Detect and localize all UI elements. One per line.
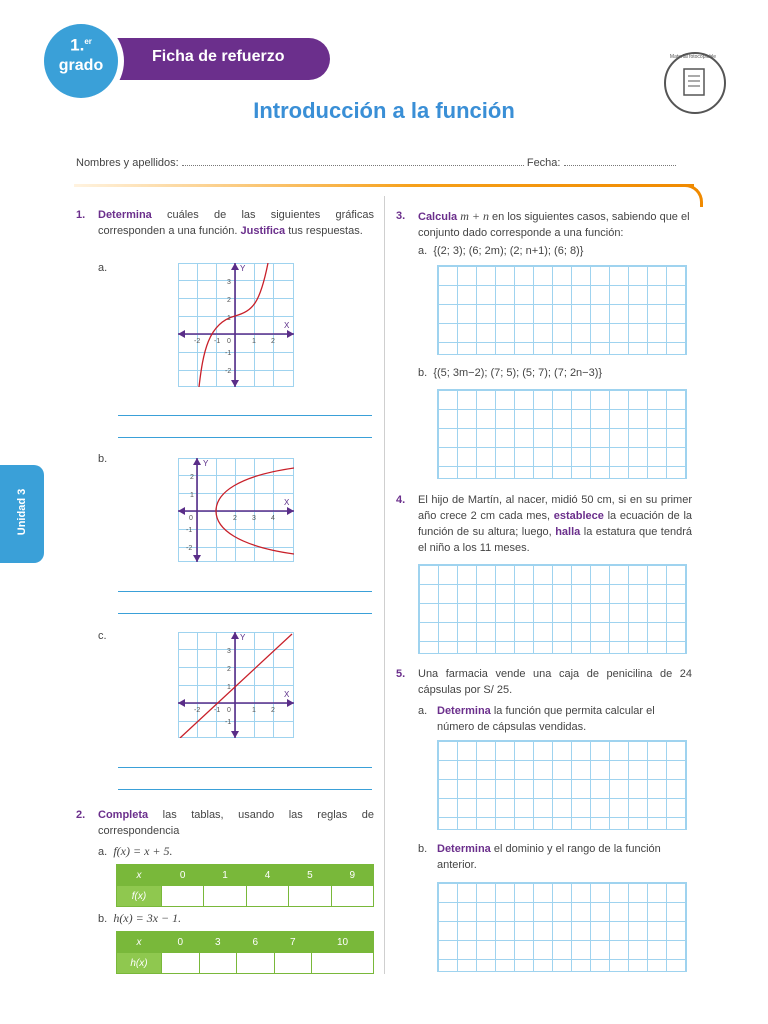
answer-grid[interactable] <box>437 389 687 479</box>
svg-text:4: 4 <box>271 515 275 522</box>
svg-text:2: 2 <box>227 297 231 304</box>
table-cell[interactable] <box>246 886 288 907</box>
axis-y-label: Y <box>240 633 246 642</box>
axis-x-label: X <box>284 690 290 699</box>
axis-x-label: X <box>284 321 290 330</box>
table-cell[interactable] <box>312 953 374 974</box>
q2-b: b. h(x) = 3x − 1. <box>98 911 182 925</box>
svg-text:2: 2 <box>190 474 194 481</box>
answer-line[interactable] <box>118 591 372 592</box>
axis-y-label: Y <box>203 459 209 468</box>
question-3: 3. Calcula m + n en los siguientes casos, sabiendo que el conjunto dado corresponde a una función: <box>396 209 690 239</box>
table-cell[interactable] <box>274 953 312 974</box>
q3-b: b. {(5; 3m−2); (7; 5); (5; 7); (7; 2n−3)} <box>418 367 603 379</box>
table-cell[interactable] <box>289 886 331 907</box>
svg-text:0: 0 <box>227 338 231 345</box>
graph-c <box>178 632 294 738</box>
question-5: 5. Una farmacia vende una caja de penicilina de 24 cápsulas por S/ 25. <box>396 668 692 696</box>
stamp-text: Material fotocopiable <box>669 54 717 60</box>
graph-b <box>178 458 294 562</box>
grade-badge-text: 1.$^{er}$ grado <box>58 35 104 75</box>
svg-text:1: 1 <box>252 338 256 345</box>
table-b: x 0 3 6 7 10 h(x) <box>116 931 374 974</box>
svg-text:-1: -1 <box>225 719 232 726</box>
svg-text:-1: -1 <box>225 350 232 357</box>
answer-line[interactable] <box>118 789 372 790</box>
q2-a: a. f(x) = x + 5. <box>98 844 173 858</box>
date-field[interactable] <box>564 156 676 166</box>
orange-divider <box>74 184 694 187</box>
svg-text:0: 0 <box>227 707 231 714</box>
svg-text:2: 2 <box>227 666 231 673</box>
q5-b: b. Determina el dominio y el rango de la función anterior. <box>418 843 661 871</box>
answer-line[interactable] <box>118 437 372 438</box>
q1-a-label: a. <box>98 262 108 274</box>
svg-text:3: 3 <box>227 648 231 655</box>
svg-text:-2: -2 <box>194 707 201 714</box>
table-cell[interactable] <box>237 953 275 974</box>
axis-y-label: Y <box>240 264 246 273</box>
answer-line[interactable] <box>118 613 372 614</box>
answer-line[interactable] <box>118 415 372 416</box>
question-4: 4. El hijo de Martín, al nacer, midió 50 cm, si en su primer año crece 2 cm cada mes, establece la ecuación de la función de su altura; luego, halla la estatura que tendrá el niño a los 11 meses. <box>396 494 692 554</box>
svg-text:1: 1 <box>252 707 256 714</box>
svg-text:1: 1 <box>227 684 231 691</box>
table-cell[interactable] <box>204 886 246 907</box>
q1-c-label: c. <box>98 630 107 642</box>
question-2: 2. Completa las tablas, usando las reglas de correspondencia <box>76 809 374 837</box>
answer-grid[interactable] <box>437 882 687 972</box>
svg-text:3: 3 <box>252 515 256 522</box>
table-a: x 0 1 4 5 9 f(x) <box>116 864 374 907</box>
page-title: Introducción a la función <box>253 98 515 123</box>
table-cell[interactable] <box>162 886 204 907</box>
axis-x-label: X <box>284 498 290 507</box>
svg-text:-2: -2 <box>186 545 193 552</box>
unit-tab-label: Unidad 3 <box>16 488 28 536</box>
q1-b-label: b. <box>98 453 108 465</box>
graph-a <box>178 263 294 387</box>
svg-text:3: 3 <box>227 279 231 286</box>
svg-text:2: 2 <box>271 338 275 345</box>
answer-line[interactable] <box>118 767 372 768</box>
header-label: Ficha de refuerzo <box>152 48 285 65</box>
svg-text:2: 2 <box>233 515 237 522</box>
answer-grid[interactable] <box>437 265 687 355</box>
q5-a: a. Determina la función que permita calcular el número de cápsulas vendidas. <box>418 705 655 733</box>
svg-text:-2: -2 <box>225 368 232 375</box>
svg-text:0: 0 <box>189 515 193 522</box>
table-cell[interactable] <box>162 953 200 974</box>
svg-text:-2: -2 <box>194 338 201 345</box>
svg-text:1: 1 <box>227 315 231 322</box>
answer-grid[interactable] <box>437 740 687 830</box>
orange-divider-curve <box>680 184 703 207</box>
svg-text:1: 1 <box>190 492 194 499</box>
svg-text:-1: -1 <box>186 527 193 534</box>
name-date-row: Nombres y apellidos: Fecha: <box>76 156 676 169</box>
name-field[interactable] <box>182 156 524 166</box>
svg-text:-1: -1 <box>214 707 221 714</box>
table-cell[interactable] <box>199 953 237 974</box>
question-1: 1. Determina cuáles de las siguientes gráficas corresponden a una función. Justifica tus respuestas. <box>76 209 374 237</box>
svg-text:2: 2 <box>271 707 275 714</box>
column-divider <box>384 196 385 974</box>
table-cell[interactable] <box>331 886 373 907</box>
q3-a: a. {(2; 3); (6; 2m); (2; n+1); (6; 8)} <box>418 245 584 257</box>
answer-grid[interactable] <box>418 564 687 654</box>
svg-text:-1: -1 <box>214 338 221 345</box>
